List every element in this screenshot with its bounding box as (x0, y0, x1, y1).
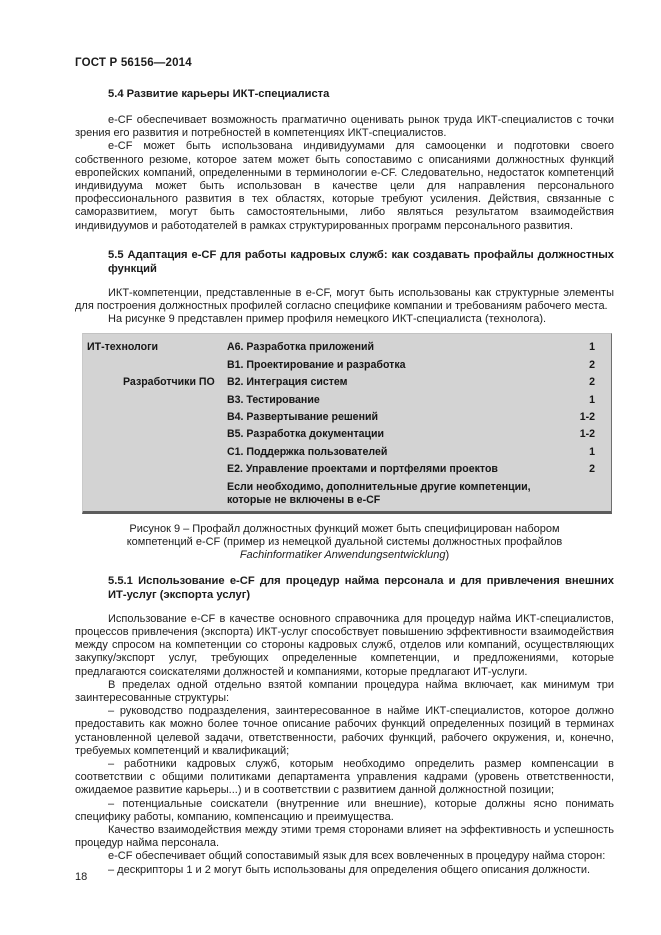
level-cell: 1 (589, 445, 595, 458)
figure-9-caption (75, 523, 614, 563)
list-item-paragraph: – работники кадровых служб, которым необходимо определить размер компенсации в соответствии с общими политиками департамента управления кадрами (уровень ответственности, ожидаемое развитие карьеры...) и в соответствии с развитием данной должностной позиции; (75, 758, 614, 797)
table-row (83, 339, 611, 356)
competence-cell: В5. Разработка документации (227, 428, 385, 441)
list-item-paragraph: – руководство подразделения, заинтересованное в найме ИКТ-специалистов, которое должно предоставить как можно более точное описание рабочих функций определенных позиций в терминах установленной целевой задачи, ответственности, рабочих функций, рабочего окружения, и, конечно, требуемых компетенций и квалификаций; (75, 705, 614, 757)
caption-suffix: ) (445, 549, 450, 562)
section-5-5-1-heading: 5.5.1 Использование e-CF для процедур найма персонала и для привлечения внешних ИТ-услуг (экспорта услуг) (108, 574, 614, 601)
caption-text: Рисунок 9 – Профайл должностных функций может быть специфицирован набором компетенций e-CF (пример из немецкой дуальной системы должностных профайлов (126, 522, 563, 548)
level-cell: 1-2 (579, 411, 595, 423)
table-row (83, 461, 611, 478)
competence-cell: Если необходимо, дополнительные другие компетенции, которые не включены в e-CF (227, 480, 531, 506)
competence-cell: С1. Поддержка пользователей (227, 445, 388, 458)
section-5-4-heading: 5.4 Развитие карьеры ИКТ-специалиста (108, 88, 330, 100)
paragraph: e-CF обеспечивает возможность прагматично оценивать рынок труда ИКТ-специалистов с точки зрения его развития и потребностей в компетенциях ИКТ-специалистов. (75, 114, 614, 140)
caption-source-italic: Fachinformatiker Anwendungsentwicklung (239, 549, 446, 562)
level-cell: 1 (589, 393, 595, 406)
paragraph: ИКТ-компетенции, представленные в e-CF, могут быть использованы как структурные элементы для построения должностных профилей согласно специфике компании и требованиям рабочего места. (75, 286, 614, 313)
level-cell: 1-2 (579, 428, 595, 441)
table-row (83, 374, 611, 391)
section-5-5-heading: 5.5 Адаптация e-CF для работы кадровых служб: как создавать профайлы должностных функций (108, 248, 614, 275)
page-number: 18 (75, 871, 88, 883)
level-cell: 2 (589, 358, 595, 371)
paragraph: e-CF обеспечивает общий сопоставимый язык для всех вовлеченных в процедуру найма сторон: (108, 850, 606, 863)
group-label: ИТ-технологи (87, 341, 159, 354)
level-cell: 2 (589, 463, 595, 476)
competence-cell: А6. Разработка приложений (227, 341, 375, 354)
group-label: Разработчики ПО (123, 376, 215, 389)
competence-cell: Е2. Управление проектами и портфелями проектов (227, 463, 498, 476)
competence-cell: В3. Тестирование (227, 393, 320, 406)
list-item-paragraph: – дескрипторы 1 и 2 могут быть использованы для определения общего описания должности. (108, 863, 591, 876)
paragraph: Качество взаимодействия между этими тремя сторонами влияет на эффективность и успешность процедур найма персонала. (75, 824, 614, 850)
paragraph: Использование e-CF в качестве основного справочника для процедур найма ИКТ-специалистов, процессов привлечения (экспорта) ИКТ-услуг способствует повышению эффективности взаимодействия между спросом на компетенции со стороны кадровых служб, отделов или компаний, осуществляющих закупку/экспорт услуг, требующих определенные компетенции, и предложениями, которые предлагаются соискателями должностей и компаниями, которые предлагают ИТ-услуги. (75, 612, 614, 678)
table-row (83, 444, 611, 461)
competence-cell: В2. Интеграция систем (227, 376, 348, 389)
table-row (83, 409, 611, 426)
figure-9-profile-table (82, 333, 612, 513)
competence-cell: В4. Развертывание решений (227, 411, 378, 423)
standard-code: ГОСТ Р 56156—2014 (75, 57, 192, 69)
table-row (83, 426, 611, 443)
level-cell: 1 (589, 341, 595, 354)
table-row (83, 357, 611, 374)
paragraph: e-CF может быть использована индивидуумами для самооценки и подготовки своего собственного резюме, которое затем может быть сопоставимо с описаниями должностных функций европейских компаний, определенными в терминологии e-CF. Следовательно, недостаток компетенций индивидуума может быть использован в качестве цели для направления персонального профессионального развития в тех областях, которые требуют усиления. Действия, связанные с саморазвитием, могут быть самостоятельными, либо являться результатом взаимодействия индивидуумов и работодателей в рамках структурированных программ персонального развития. (75, 140, 614, 232)
paragraph: На рисунке 9 представлен пример профиля немецкого ИКТ-специалиста (технолога). (108, 313, 547, 326)
table-row (83, 392, 611, 409)
paragraph: В пределах одной отдельно взятой компании процедура найма включает, как минимум три заинтересованные структуры: (75, 678, 614, 704)
table-row (83, 479, 611, 507)
competence-cell: В1. Проектирование и разработка (227, 358, 406, 371)
level-cell: 2 (589, 376, 595, 389)
list-item-paragraph: – потенциальные соискатели (внутренние или внешние), которые должны ясно понимать специфику работы, компанию, компенсацию и преимущества. (75, 797, 614, 823)
